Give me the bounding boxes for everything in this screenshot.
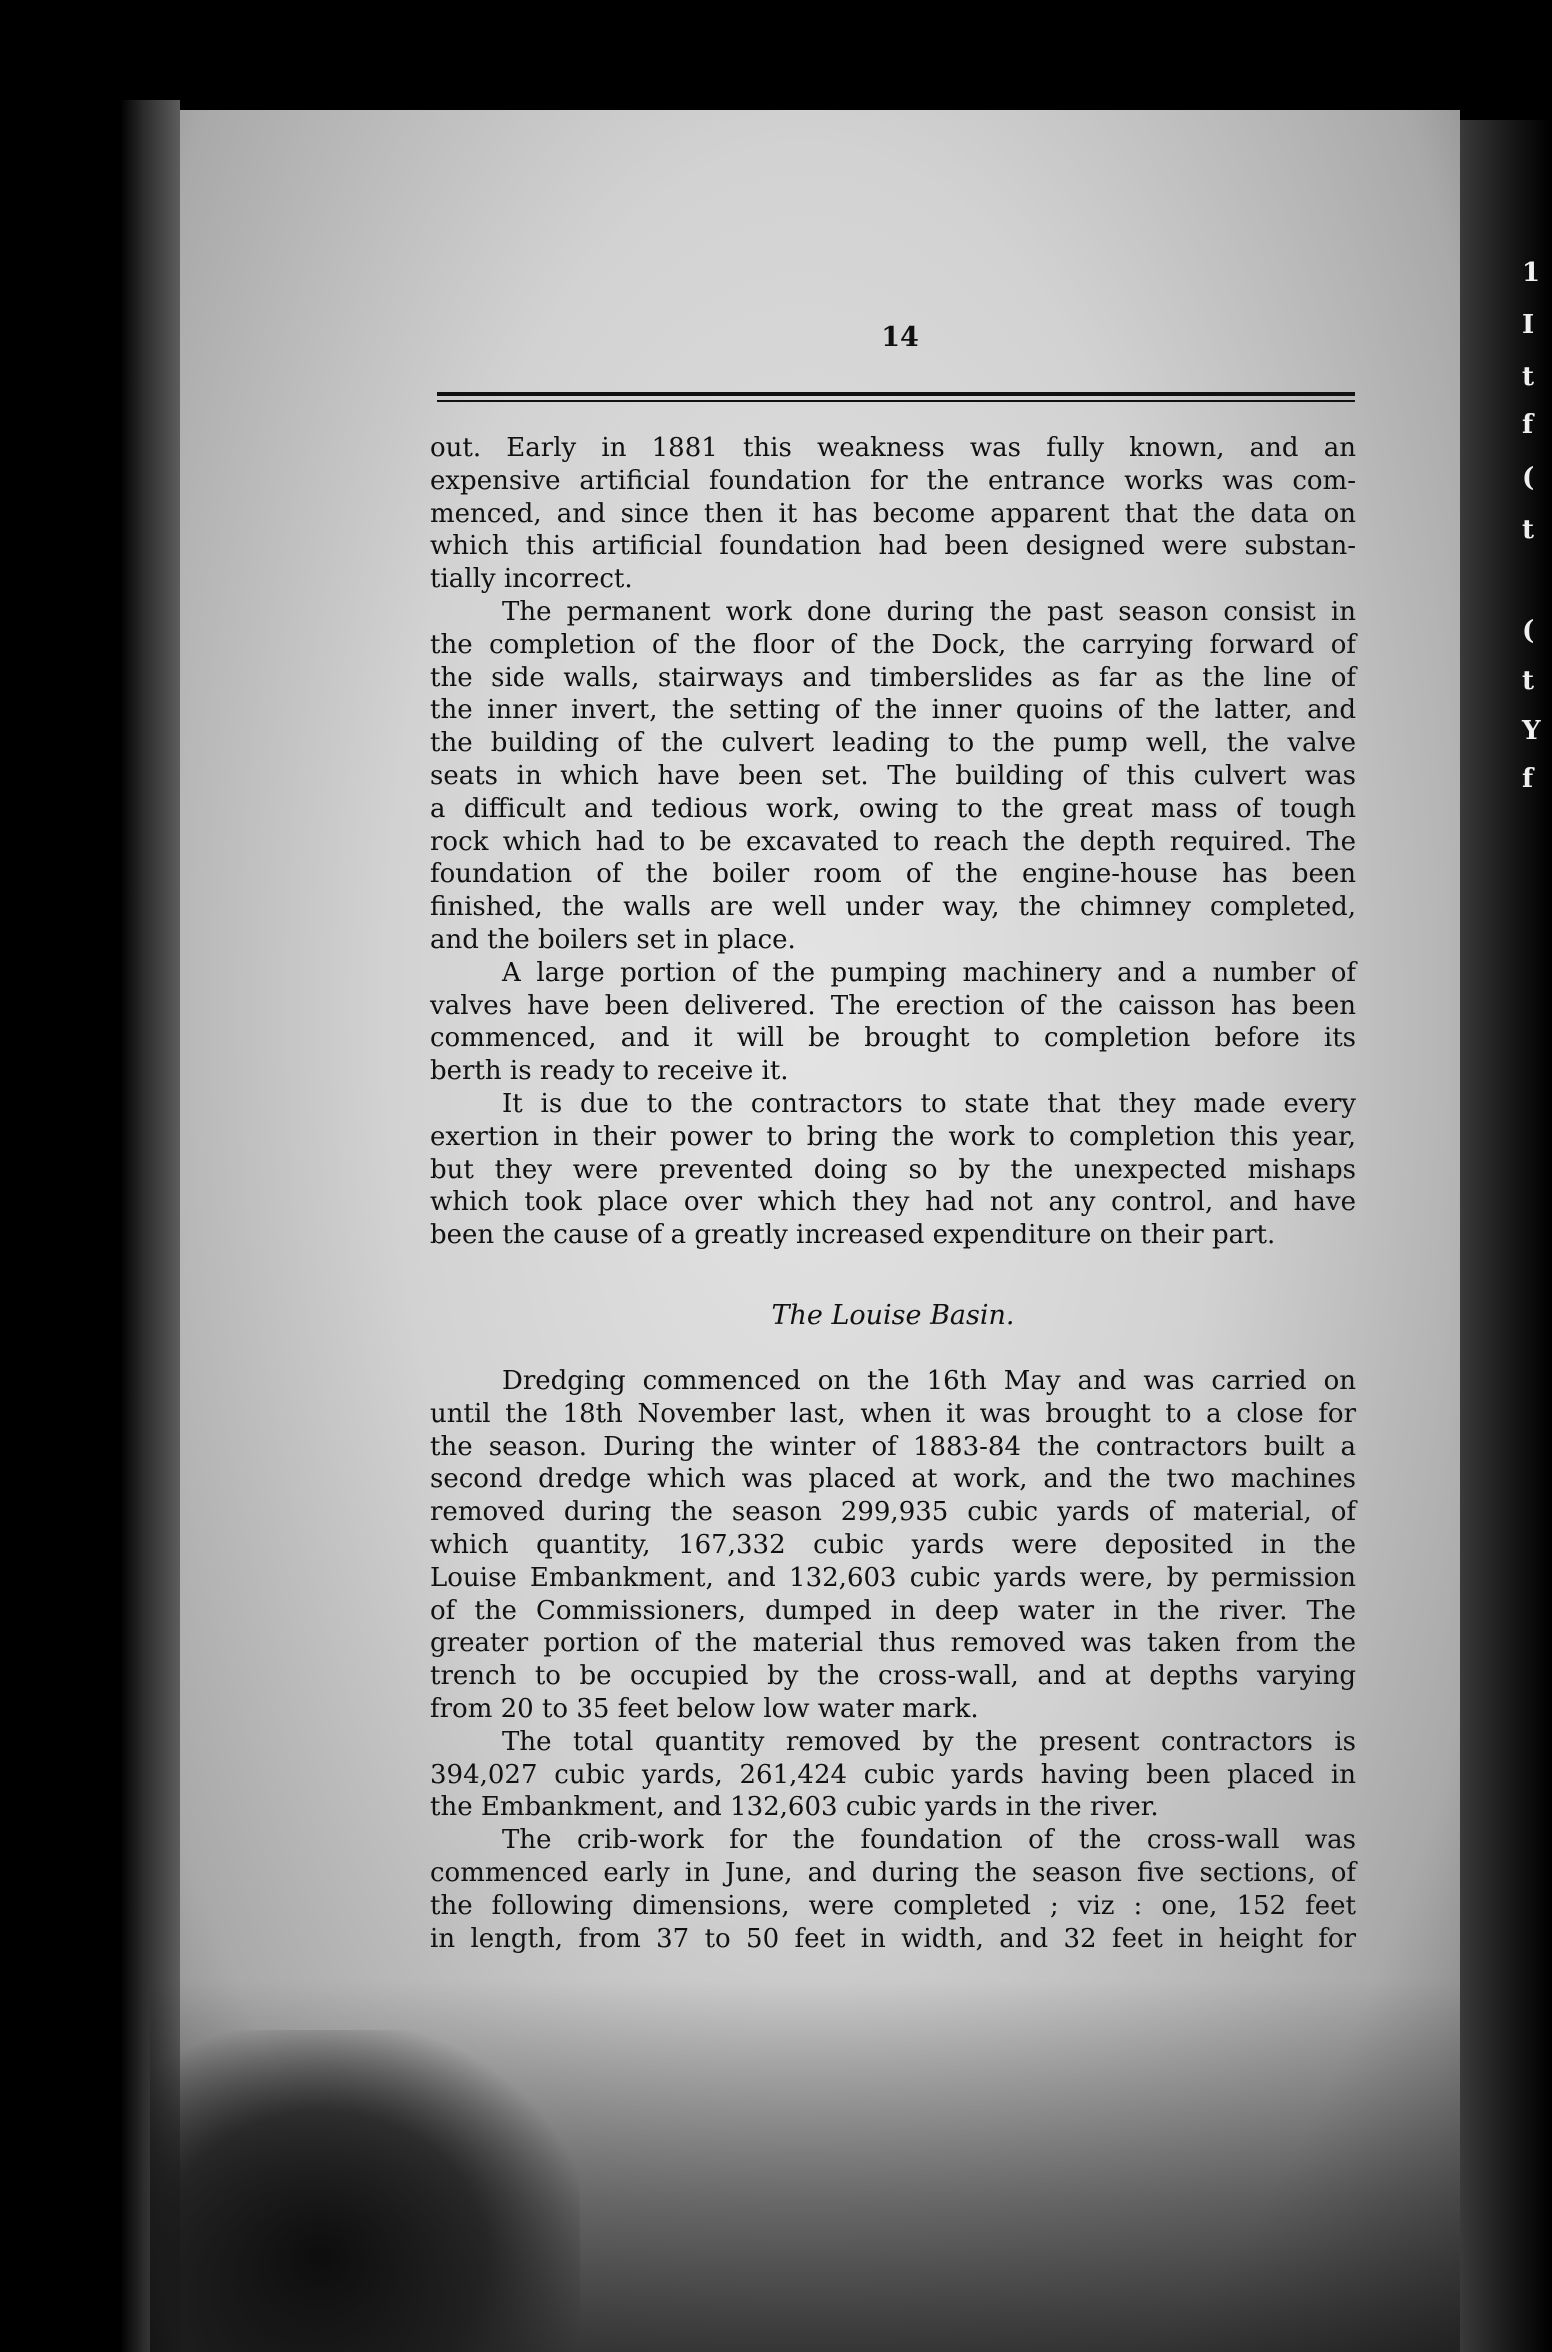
- text-line: which this artificial foundation had been designed were substan-: [430, 531, 1356, 562]
- text-line: which took place over which they had not any control, and have: [430, 1187, 1356, 1218]
- text-line: berth is ready to receive it.: [430, 1056, 789, 1087]
- text-line: exertion in their power to bring the work to completion this year,: [430, 1121, 1356, 1152]
- edge-fragment-char: t: [1522, 362, 1535, 392]
- text-line: menced, and since then it has become apparent that the data on: [430, 498, 1356, 529]
- text-line: commenced, and it will be brought to completion before its: [430, 1023, 1356, 1054]
- text-line: the Embankment, and 132,603 cubic yards in the river.: [430, 1792, 1159, 1823]
- edge-fragment-char: (: [1522, 463, 1535, 493]
- text-line: the inner invert, the setting of the inner quoins of the latter, and: [430, 695, 1356, 726]
- edge-fragment-char: t: [1522, 515, 1535, 545]
- text-line: trench to be occupied by the cross-wall, and at depths varying: [430, 1661, 1356, 1692]
- text-line: a difficult and tedious work, owing to the great mass of tough: [430, 793, 1356, 824]
- text-line: seats in which have been set. The building of this culvert was: [430, 760, 1356, 791]
- text-line: greater portion of the material thus removed was taken from the: [430, 1628, 1356, 1659]
- edge-fragment-char: 1: [1522, 258, 1541, 288]
- text-line: from 20 to 35 feet below low water mark.: [430, 1693, 979, 1724]
- text-line: The total quantity removed by the present contractors is: [502, 1726, 1356, 1757]
- text-line: in length, from 37 to 50 feet in width, and 32 feet in height for: [430, 1923, 1356, 1954]
- text-line: A large portion of the pumping machinery and a number of: [502, 957, 1356, 988]
- text-line: until the 18th November last, when it was brought to a close for: [430, 1398, 1356, 1429]
- text-line: out. Early in 1881 this weakness was fully known, and an: [430, 433, 1356, 463]
- text-line: It is due to the contractors to state that they made every: [502, 1088, 1356, 1119]
- text-line: valves have been delivered. The erection of the caisson has been: [430, 990, 1356, 1021]
- text-line: removed during the season 299,935 cubic yards of material, of: [430, 1497, 1356, 1528]
- header-rule: [437, 400, 1355, 402]
- text-line: rock which had to be excavated to reach the depth required. The: [430, 826, 1356, 857]
- text-line: the building of the culvert leading to the pump well, the valve: [430, 728, 1356, 759]
- text-line: second dredge which was placed at work, and the two machines: [430, 1464, 1356, 1495]
- text-line: Louise Embankment, and 132,603 cubic yards were, by permission: [430, 1562, 1356, 1593]
- text-line: finished, the walls are well under way, the chimney completed,: [430, 892, 1356, 923]
- text-line: 394,027 cubic yards, 261,424 cubic yards having been placed in: [430, 1759, 1356, 1790]
- text-line: the season. During the winter of 1883-84 the contractors built a: [430, 1431, 1356, 1462]
- body-text-top: [430, 432, 1356, 1252]
- section-heading: The Louise Basin.: [771, 1300, 1015, 1331]
- text-line: the side walls, stairways and timberslides as far as the line of: [430, 662, 1356, 693]
- edge-fragment-char: (: [1522, 616, 1535, 646]
- edge-fragment-char: f: [1522, 764, 1534, 794]
- text-line: and the boilers set in place.: [430, 924, 796, 955]
- text-line: expensive artificial foundation for the entrance works was com-: [430, 465, 1356, 496]
- text-line: but they were prevented doing so by the unexpected mishaps: [430, 1154, 1356, 1185]
- edge-fragment-char: f: [1522, 410, 1534, 440]
- text-line: of the Commissioners, dumped in deep water in the river. The: [430, 1595, 1356, 1626]
- edge-fragment-char: t: [1522, 666, 1535, 696]
- text-line: been the cause of a greatly increased expenditure on their part.: [430, 1220, 1276, 1251]
- text-line: the completion of the floor of the Dock, the carrying forward of: [430, 629, 1356, 660]
- text-line: Dredging commenced on the 16th May and was carried on: [502, 1366, 1356, 1396]
- body-text-bottom: [430, 1365, 1356, 1955]
- edge-fragment-char: I: [1522, 310, 1535, 340]
- page-number: 14: [881, 322, 919, 353]
- ink-stain: [150, 2030, 580, 2352]
- text-line: which quantity, 167,332 cubic yards were deposited in the: [430, 1529, 1356, 1560]
- header-rule: [437, 392, 1355, 396]
- adjacent-page-edge: [1460, 120, 1552, 2352]
- text-line: The permanent work done during the past season consist in: [502, 596, 1356, 627]
- text-line: commenced early in June, and during the season five sections, of: [430, 1857, 1356, 1888]
- edge-fragment-char: Y: [1522, 716, 1541, 746]
- text-line: foundation of the boiler room of the engine-house has been: [430, 859, 1356, 890]
- text-line: The crib-work for the foundation of the cross-wall was: [502, 1825, 1356, 1856]
- text-line: the following dimensions, were completed ; viz : one, 152 feet: [430, 1890, 1356, 1921]
- text-line: tially incorrect.: [430, 564, 633, 595]
